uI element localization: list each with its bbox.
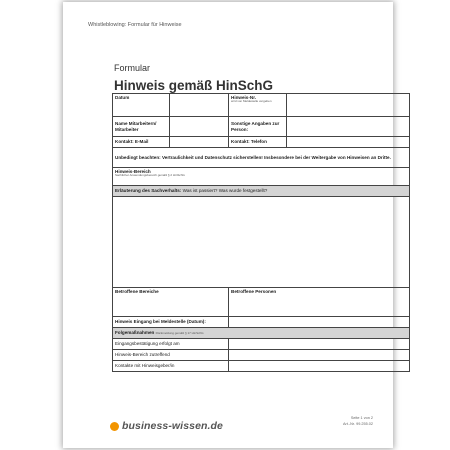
form-row-betroffene — [113, 288, 410, 317]
erlaeuterung-label: Erläuterung des Sachverhalts: — [115, 188, 182, 194]
name-input[interactable] — [170, 117, 229, 137]
sonstige-label: Sonstige Angaben zur Person: — [229, 117, 287, 137]
footer-logo[interactable] — [110, 420, 223, 432]
document-page — [63, 2, 393, 448]
footer-info — [343, 415, 373, 427]
kontakt-email-label: Kontakt: E-Mail — [113, 137, 170, 148]
article-number: Art.-Nr. 99.255.02 — [343, 422, 373, 427]
form-row-notice — [113, 148, 410, 168]
betroffene-bereiche-field[interactable]: Betroffene Bereiche — [113, 288, 229, 317]
folgemassnahmen-label: Folgemaßnahmen — [115, 330, 155, 336]
hinweis-nr-input[interactable] — [287, 94, 410, 117]
form-row-contact — [113, 137, 410, 148]
hinweis-nr-label: Hinweis-Nr. — [231, 95, 257, 100]
erlaeuterung-question: Was ist passiert? Was wurde festgestellt? — [182, 188, 268, 194]
hinweis-nr-sublabel: wird von Meldestelle vergeben — [231, 99, 272, 104]
datum-label: Datum — [113, 94, 170, 117]
folgemassnahmen-sublabel: Rückmeldung gemäß § 17 HinSchG — [155, 331, 204, 336]
folge-item-input[interactable] — [229, 361, 410, 372]
folge-item-row — [113, 339, 410, 350]
betroffene-personen-field[interactable]: Betroffene Personen — [229, 288, 410, 317]
form-title: Hinweis gemäß HinSchG — [114, 78, 274, 93]
eingang-label: Hinweis Eingang bei Meldestelle (Datum): — [113, 317, 229, 328]
logo-text: business-wissen.de — [122, 420, 224, 432]
name-label: Name Mitarbeitern/ Mitarbeiter — [113, 117, 170, 137]
form-row-erlaeuterung-body — [113, 197, 410, 288]
hinweis-bereich-label: Hinweis-Bereich — [115, 169, 151, 174]
folgemassnahmen-header — [113, 328, 410, 339]
page-number: Seite 1 von 2 — [350, 416, 373, 420]
form-table — [112, 93, 410, 372]
form-row-name — [113, 117, 410, 137]
folge-item-input[interactable] — [229, 350, 410, 361]
eingang-input[interactable] — [229, 317, 410, 328]
document-header: Whistleblowing: Formular für Hinweise — [88, 22, 182, 28]
folge-item-row — [113, 361, 410, 372]
datum-input[interactable] — [170, 94, 229, 117]
hinweis-bereich-cell[interactable] — [113, 168, 410, 186]
form-row-date — [113, 94, 410, 117]
erlaeuterung-textarea[interactable] — [113, 197, 410, 288]
erlaeuterung-header — [113, 186, 410, 197]
folge-item-input[interactable] — [229, 339, 410, 350]
kontakt-telefon-input[interactable] — [287, 137, 410, 148]
sonstige-input[interactable] — [287, 117, 410, 137]
form-row-bereich — [113, 168, 410, 186]
logo-dot-icon — [110, 422, 119, 431]
form-row-eingang — [113, 317, 410, 328]
folge-item-label: Kontakte mit Hinweisgeber/in — [113, 361, 229, 372]
privacy-notice: Unbedingt beachten: Vertraulichkeit und Datenschutz sicherstellen! Insbesondere bei der Weitergabe von Hinweisen an Dritte. — [113, 148, 410, 168]
form-row-erlaeuterung-header — [113, 186, 410, 197]
kontakt-email-input[interactable] — [170, 137, 229, 148]
hinweis-bereich-sublabel: Sachlicher Anwendungsbereich gemäß § 2 HinSchG — [115, 173, 185, 178]
folge-item-label: Hinweis-Bereich zutreffend — [113, 350, 229, 361]
folge-item-row — [113, 350, 410, 361]
kontakt-telefon-label: Kontakt: Telefon — [229, 137, 287, 148]
folge-item-label: Eingangsbestätigung erfolgt am — [113, 339, 229, 350]
hinweis-nr-label-cell — [229, 94, 287, 117]
form-row-folgemassnahmen-header — [113, 328, 410, 339]
form-type-label: Formular — [114, 63, 151, 73]
